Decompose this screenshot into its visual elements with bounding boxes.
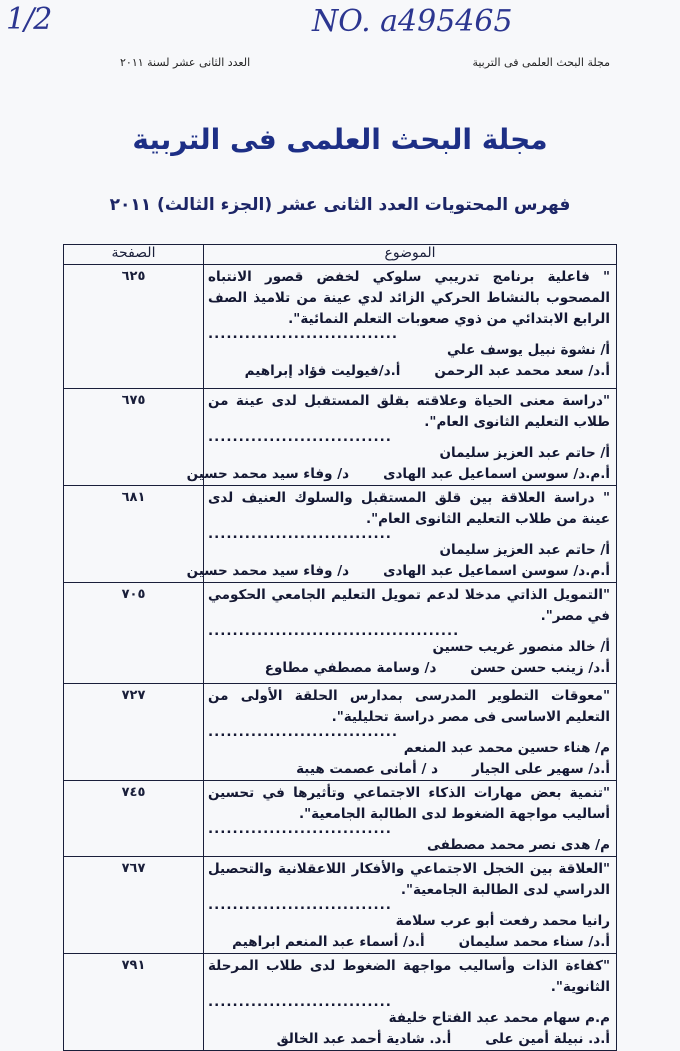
topic-cell	[186, 486, 617, 583]
supervisor-name: أ.د/ أسماء عبد المنعم ابراهيم	[232, 934, 425, 950]
supervisor-name: أ.د. نبيلة أمين على	[485, 1031, 610, 1047]
journal-title: مجلة البحث العلمى فى التربية	[132, 123, 548, 156]
leader-dots: ...............................	[208, 724, 398, 740]
table-row	[64, 857, 617, 954]
topic-cell	[204, 265, 617, 389]
entry-author: أ/ خالد منصور غريب حسين	[432, 639, 610, 655]
entry-author: أ/ حاتم عبد العزيز سليمان	[439, 445, 610, 461]
page-number: ٧٠٥	[64, 583, 204, 684]
entry-title: " فاعلية برنامج تدريبي سلوكي لخفض قصور الانتباه المصحوب بالنشاط الحركي الزائد لدي عينة من تلاميذ الصف الرابع الابتدائي من ذوي صعوبات التعلم النمائية".	[208, 269, 610, 327]
entry-title: "كفاءة الذات وأساليب مواجهة الضغوط لدى طلاب المرحلة الثانوية".	[208, 958, 610, 995]
supervisor-name: د/ وفاء سيد محمد حسين	[186, 466, 350, 482]
entry-title: " دراسة العلاقة بين قلق المستقبل والسلوك العنيف لدى عينة من طلاب التعليم الثانوى العام".	[208, 490, 610, 527]
page-number: ٧٦٧	[64, 857, 204, 954]
topic-cell	[204, 954, 617, 1051]
table-row	[64, 265, 617, 389]
supervisor-name: أ.د/فيوليت فؤاد إبراهيم	[244, 363, 401, 379]
topic-cell	[204, 781, 617, 857]
entry-author: م.م سهام محمد عبد الفتاح خليفة	[388, 1010, 610, 1026]
running-header-journal: مجلة البحث العلمى فى التربية	[472, 56, 610, 69]
table-row	[64, 389, 617, 486]
supervisor-name: أ.د/ سعد محمد عبد الرحمن	[434, 363, 610, 379]
page-number: ٧٢٧	[64, 684, 204, 781]
supervisors	[208, 361, 610, 382]
entry-title: "العلاقة بين الخجل الاجتماعي والأفكار اللاعقلانية والتحصيل الدراسي لدى الطالبة الجامعية".	[208, 861, 610, 898]
supervisor-name: أ.د/ زينب حسن حسن	[470, 660, 610, 676]
entry-title: "التمويل الذاتي مدخلا لدعم تمويل التعليم الجامعي الحكومي في مصر".	[208, 587, 610, 624]
leader-dots: .........................................	[208, 623, 460, 639]
supervisor-name: أ.د/ سناء محمد سليمان	[458, 934, 610, 950]
page-number: ٧٤٥	[64, 781, 204, 857]
table-row	[64, 583, 617, 684]
entry-title: "معوقات التطوير المدرسى بمدارس الحلقة الأولى من التعليم الاساسى فى مصر دراسة تحليلية".	[208, 688, 610, 725]
page-number: ٦٧٥	[64, 389, 204, 486]
supervisor-name: أ.م.د/ سوسن اسماعيل عبد الهادى	[383, 563, 610, 579]
table-row	[64, 781, 617, 857]
column-header-topic: الموضوع	[204, 245, 617, 265]
leader-dots: ...............................	[208, 326, 398, 342]
supervisors	[208, 658, 610, 679]
contents-subtitle: فهرس المحتويات العدد الثانى عشر (الجزء الثالث) ٢٠١١	[109, 195, 571, 215]
supervisor-name: أ.د/ سهير على الجيار	[472, 761, 610, 777]
page-number: ٧٩١	[64, 954, 204, 1051]
entry-author: أ/ حاتم عبد العزيز سليمان	[439, 542, 610, 558]
table-row	[64, 684, 617, 781]
supervisor-name: د/ وسامة مصطفي مطاوع	[264, 660, 437, 676]
topic-cell	[204, 857, 617, 954]
leader-dots: ..............................	[208, 994, 392, 1010]
topic-cell	[204, 684, 617, 781]
leader-dots: ..............................	[208, 897, 392, 913]
handwritten-serial-number: NO. a495465	[312, 4, 513, 39]
leader-dots: ..............................	[208, 526, 392, 542]
page-number: ٦٢٥	[64, 265, 204, 389]
leader-dots: ..............................	[208, 821, 392, 837]
supervisor-name: أ.د. شادية أحمد عبد الخالق	[276, 1031, 452, 1047]
table-header-row	[64, 245, 617, 265]
supervisors	[186, 464, 610, 485]
entry-author: م/ هدى نصر محمد مصطفى	[426, 837, 610, 853]
entry-author: م/ هناء حسين محمد عبد المنعم	[403, 740, 610, 756]
page-number: ٦٨١	[64, 486, 204, 583]
entry-title: "دراسة معنى الحياة وعلاقته بقلق المستقبل لدى عينة من طلاب التعليم الثانوى العام".	[208, 393, 610, 430]
entry-author: أ/ نشوة نبيل يوسف علي	[446, 342, 610, 358]
supervisor-name: د / أمانى عصمت هيبة	[296, 761, 439, 777]
entry-author: رانيا محمد رفعت أبو عرب سلامة	[395, 913, 610, 929]
supervisor-name: د/ وفاء سيد محمد حسين	[186, 563, 350, 579]
table-row	[64, 954, 617, 1051]
supervisors	[186, 561, 610, 582]
table-row	[64, 486, 617, 583]
supervisor-name: أ.م.د/ سوسن اسماعيل عبد الهادى	[383, 466, 610, 482]
topic-cell	[186, 389, 617, 486]
handwritten-page-mark: 1/2	[6, 2, 52, 37]
supervisors	[208, 932, 610, 953]
topic-cell	[204, 583, 617, 684]
supervisors	[208, 1029, 610, 1050]
leader-dots: ..............................	[208, 429, 392, 445]
contents-table	[63, 244, 617, 1051]
running-header-issue: العدد الثانى عشر لسنة ٢٠١١	[120, 56, 251, 69]
entry-title: "تنمية بعض مهارات الذكاء الاجتماعي وتأثيرها في تحسين أساليب مواجهة الضغوط لدى الطالبة الجامعية".	[208, 785, 610, 822]
supervisors	[208, 759, 610, 780]
column-header-page: الصفحة	[64, 245, 204, 265]
